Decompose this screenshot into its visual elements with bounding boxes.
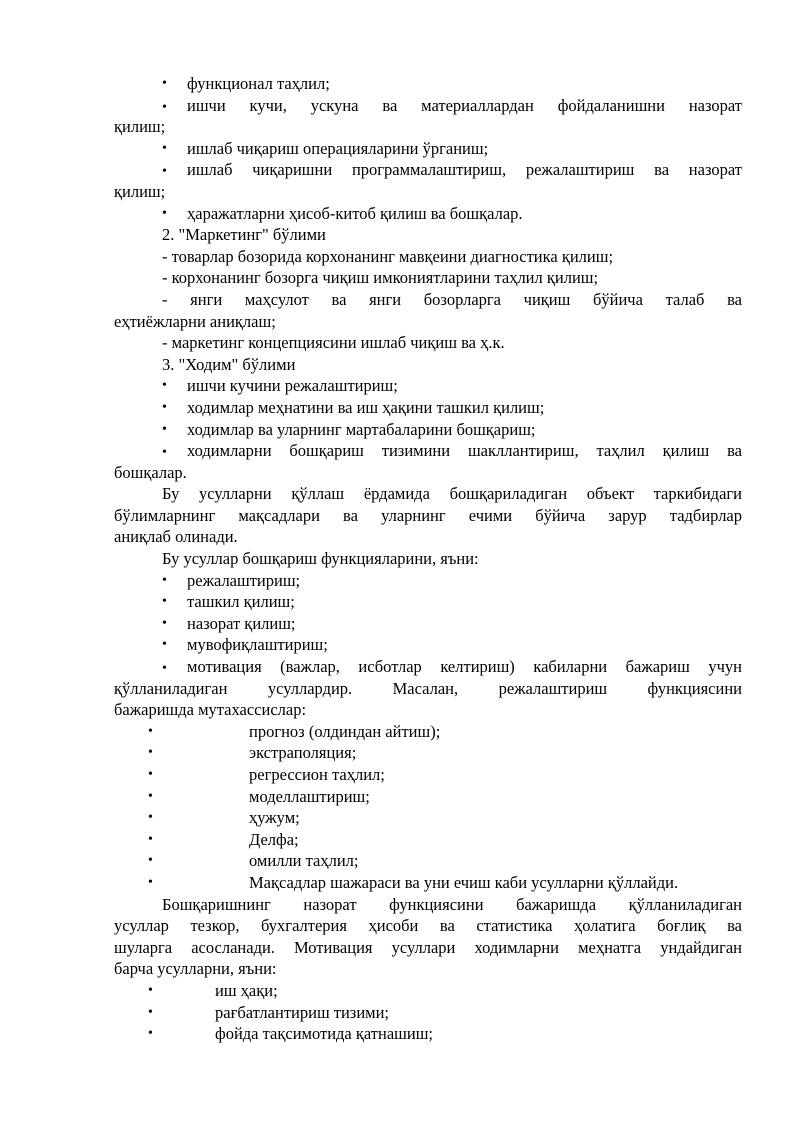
list-item: • фойда тақсимотида қатнашиш; <box>148 1024 433 1044</box>
list-item: • омилли таҳлил; <box>148 851 359 871</box>
paragraph-line: Бу усулларни қўллаш ёрдамида бошқариладиган объект таркибидаги <box>162 484 742 504</box>
list-item: • ҳужум; <box>148 808 300 828</box>
paragraph-line: бажаришда мутахассислар: <box>114 700 307 720</box>
bullet-icon: • <box>162 421 167 437</box>
text-line: еҳтиёжларни аниқлаш; <box>114 311 276 331</box>
list-item: • регрессион таҳлил; <box>148 765 385 784</box>
bullet-icon: • <box>162 594 167 610</box>
bullet-icon: • <box>148 831 153 847</box>
bullet-icon: • <box>148 853 153 869</box>
text-line: қилиш; <box>114 181 166 201</box>
bullet-icon: • <box>148 1026 153 1042</box>
list-item: • ҳаражатларни ҳисоб-китоб қилиш ва бошқалар. <box>162 203 523 223</box>
list-item: • мотивация (важлар, исботлар келтириш) кабиларни бажариш учун <box>114 656 742 678</box>
list-item: • Делфа; <box>148 829 299 849</box>
bullet-icon: • <box>148 788 153 804</box>
bullet-icon: • <box>148 874 153 890</box>
list-item: • функционал таҳлил; <box>162 74 330 93</box>
bullet-icon: • <box>162 164 167 180</box>
bullet-icon: • <box>162 76 167 91</box>
list-item: • моделлаштириш; <box>148 786 370 806</box>
bullet-icon: • <box>162 661 167 677</box>
bullet-icon: • <box>162 615 167 631</box>
text-line: - янги маҳсулот ва янги бозорларга чиқиш бўйича талаб ва <box>162 289 742 309</box>
document-page <box>114 73 742 1045</box>
list-item: • ишлаб чиқариш операцияларини ўрганиш; <box>162 138 489 158</box>
text-line: - товарлар бозорида корхонанинг мавқеини диагностика қилиш; <box>162 246 614 266</box>
bullet-icon: • <box>162 637 167 653</box>
bullet-icon: • <box>148 1004 153 1020</box>
bullet-icon: • <box>162 140 167 156</box>
paragraph-line: аниқлаб олинади. <box>114 527 238 547</box>
list-item: • ходимлар ва уларнинг мартабаларини бошқариш; <box>162 419 536 439</box>
paragraph-line: бўлимларнинг мақсадлари ва уларнинг ечими бўйича зарур тадбирлар <box>114 505 742 525</box>
list-item: • ташкил қилиш; <box>162 592 295 612</box>
bullet-icon: • <box>162 378 167 394</box>
bullet-icon: • <box>162 445 167 461</box>
bullet-icon: • <box>148 723 153 739</box>
list-item: • ишлаб чиқаришни программалаштириш, режалаштириш ва назорат <box>114 159 742 181</box>
list-item: • Мақсадлар шажараси ва уни ечиш каби усулларни қўллайди. <box>148 872 679 892</box>
paragraph-line: барча усулларни, яъни: <box>114 959 277 979</box>
list-item: • рағбатлантириш тизими; <box>148 1002 390 1022</box>
bullet-icon: • <box>162 572 167 588</box>
text-line: - маркетинг концепциясини ишлаб чиқиш ва ҳ.к. <box>162 333 505 353</box>
paragraph-line: қўлланиладиган усуллардир. Масалан, режалаштириш функциясини <box>114 678 742 698</box>
bullet-icon: • <box>162 205 167 221</box>
bullet-icon: • <box>148 982 153 998</box>
list-item: • иш ҳақи; <box>148 980 278 1000</box>
paragraph-line: усуллар тезкор, бухгалтерия ҳисоби ва статистика ҳолатига боғлиқ ва <box>114 916 742 936</box>
list-item: • мувофиқлаштириш; <box>162 635 328 655</box>
list-item: • ишчи кучи, ускуна ва материаллардан фойдаланишни назорат <box>114 95 742 117</box>
paragraph-line: Бу усуллар бошқариш функцияларини, яъни: <box>162 549 479 569</box>
text-line: - корхонанинг бозорга чиқиш имкониятларини таҳлил қилиш; <box>162 268 599 288</box>
bullet-icon: • <box>162 99 167 115</box>
text-line: қилиш; <box>114 117 166 137</box>
section-heading: 2. "Маркетинг" бўлими <box>162 225 326 245</box>
list-item: • режалаштириш; <box>162 570 301 590</box>
list-item: • ходимларни бошқариш тизимини шакллантириш, таҳлил қилиш ва <box>114 440 742 462</box>
bullet-icon: • <box>148 745 153 761</box>
list-item: • назорат қилиш; <box>162 613 296 633</box>
list-item: • ходимлар меҳнатини ва иш ҳақини ташкил қилиш; <box>162 397 545 417</box>
list-item: • прогноз (олдиндан айтиш); <box>148 721 441 741</box>
paragraph-line: Бошқаришнинг назорат функциясини бажаришда қўлланиладиган <box>162 894 742 914</box>
text-line: бошқалар. <box>114 462 187 482</box>
list-item: • ишчи кучини режалаштириш; <box>162 376 398 396</box>
section-heading: 3. "Ходим" бўлими <box>162 354 296 374</box>
bullet-icon: • <box>148 810 153 826</box>
paragraph-line: шуларга асосланади. Мотивация усуллари ходимларни меҳнатга ундайдиган <box>114 937 742 957</box>
bullet-icon: • <box>148 767 153 782</box>
list-item: • экстраполяция; <box>148 743 357 763</box>
bullet-icon: • <box>162 399 167 415</box>
